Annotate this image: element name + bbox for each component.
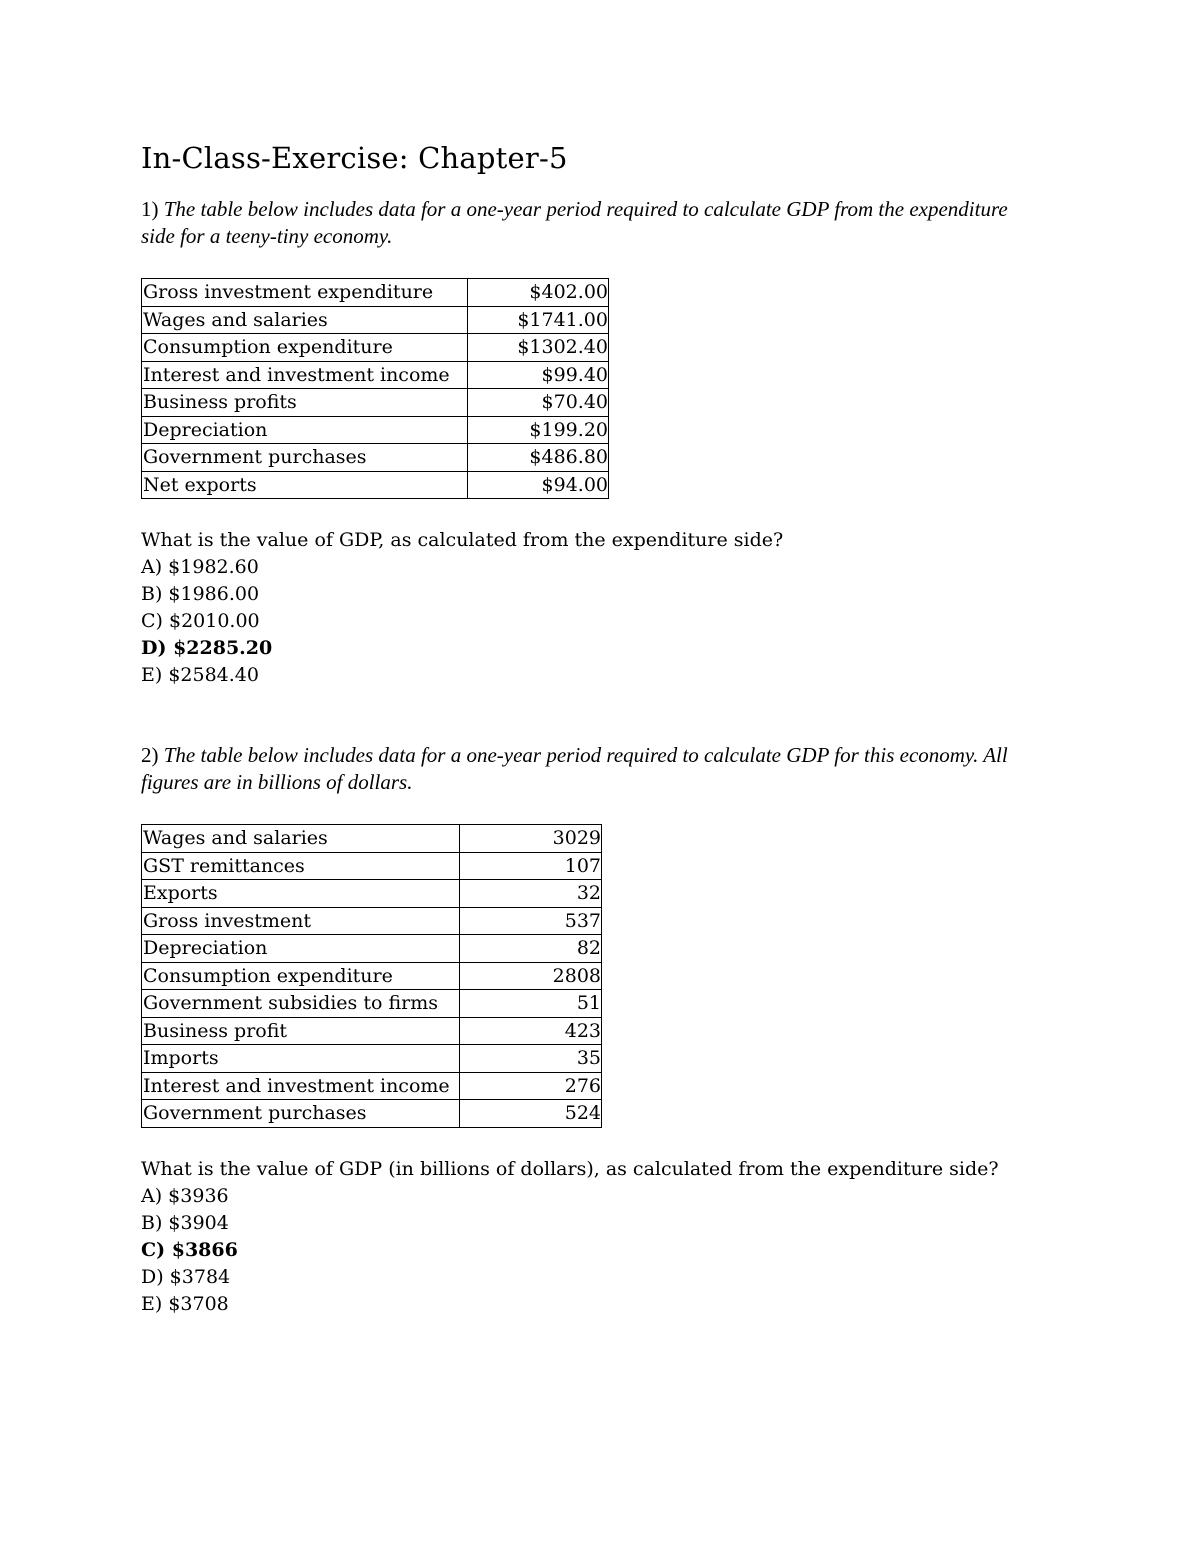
- row-value: 82: [460, 935, 602, 963]
- row-label: Wages and salaries: [142, 306, 468, 334]
- row-label: Government purchases: [142, 1100, 460, 1128]
- row-value: 423: [460, 1017, 602, 1045]
- question-1: [141, 196, 1021, 689]
- row-value: $402.00: [468, 279, 609, 307]
- question-1-options: [141, 554, 1021, 689]
- question-2-table: [141, 824, 602, 1128]
- question-1-table-body: [142, 279, 609, 499]
- row-label: Consumption expenditure: [142, 334, 468, 362]
- table-row: [142, 279, 609, 307]
- row-value: 51: [460, 990, 602, 1018]
- question-2-text: The table below includes data for a one-year period required to calculate GDP for this economy. All figures are in billions of dollars.: [141, 743, 1008, 794]
- row-label: Wages and salaries: [142, 825, 460, 853]
- table-row: [142, 1072, 602, 1100]
- row-label: Exports: [142, 880, 460, 908]
- table-row: [142, 880, 602, 908]
- question-2-number: 2): [141, 743, 159, 767]
- question-2-prompt: What is the value of GDP (in billions of dollars), as calculated from the expenditure side?: [141, 1157, 999, 1180]
- question-2-table-body: [142, 825, 602, 1128]
- answer-option-d: D) $3784: [141, 1265, 231, 1288]
- row-label: Business profit: [142, 1017, 460, 1045]
- table-row: [142, 962, 602, 990]
- answer-option-d-correct: D) $2285.20: [141, 637, 273, 659]
- row-value: 537: [460, 907, 602, 935]
- document-page: [141, 138, 1021, 1318]
- row-value: 276: [460, 1072, 602, 1100]
- table-row: [142, 990, 602, 1018]
- answer-option-a: A) $1982.60: [141, 556, 259, 578]
- row-value: 3029: [460, 825, 602, 853]
- table-row: [142, 1100, 602, 1128]
- table-row: [142, 825, 602, 853]
- row-value: 2808: [460, 962, 602, 990]
- question-1-prompt: What is the value of GDP, as calculated from the expenditure side?: [141, 529, 784, 551]
- table-row: [142, 306, 609, 334]
- table-row: [142, 1045, 602, 1073]
- row-value: $199.20: [468, 416, 609, 444]
- question-2-options: [141, 1183, 1021, 1318]
- answer-option-e: E) $2584.40: [141, 664, 259, 686]
- answer-option-a: A) $3936: [141, 1184, 229, 1207]
- row-label: Gross investment expenditure: [142, 279, 468, 307]
- row-label: Imports: [142, 1045, 460, 1073]
- question-2-stem: [141, 742, 1021, 796]
- row-label: Depreciation: [142, 416, 468, 444]
- row-label: Depreciation: [142, 935, 460, 963]
- row-value: $1741.00: [468, 306, 609, 334]
- row-label: Business profits: [142, 389, 468, 417]
- row-label: Interest and investment income: [142, 361, 468, 389]
- row-value: $70.40: [468, 389, 609, 417]
- row-label: Gross investment: [142, 907, 460, 935]
- row-value: 107: [460, 852, 602, 880]
- row-value: $486.80: [468, 444, 609, 472]
- table-row: [142, 389, 609, 417]
- answer-option-b: B) $3904: [141, 1211, 229, 1234]
- row-label: Government purchases: [142, 444, 468, 472]
- answer-option-c: C) $2010.00: [141, 610, 260, 632]
- table-row: [142, 471, 609, 499]
- row-value: 524: [460, 1100, 602, 1128]
- row-value: $99.40: [468, 361, 609, 389]
- question-1-text: The table below includes data for a one-year period required to calculate GDP from the expenditure side for a teeny-tiny economy.: [141, 197, 1008, 248]
- table-row: [142, 852, 602, 880]
- row-label: GST remittances: [142, 852, 460, 880]
- row-value: 35: [460, 1045, 602, 1073]
- table-row: [142, 907, 602, 935]
- answer-option-e: E) $3708: [141, 1292, 229, 1315]
- table-row: [142, 1017, 602, 1045]
- question-1-stem: [141, 196, 1021, 250]
- answer-option-b: B) $1986.00: [141, 583, 260, 605]
- row-label: Net exports: [142, 471, 468, 499]
- row-value: 32: [460, 880, 602, 908]
- table-row: [142, 361, 609, 389]
- row-label: Consumption expenditure: [142, 962, 460, 990]
- row-label: Interest and investment income: [142, 1072, 460, 1100]
- question-1-table: [141, 278, 609, 499]
- row-label: Government subsidies to firms: [142, 990, 460, 1018]
- table-row: [142, 935, 602, 963]
- row-value: $94.00: [468, 471, 609, 499]
- document-title: In-Class-Exercise: Chapter-5: [141, 141, 568, 175]
- table-row: [142, 334, 609, 362]
- answer-option-c-correct: C) $3866: [141, 1238, 238, 1261]
- table-row: [142, 444, 609, 472]
- row-value: $1302.40: [468, 334, 609, 362]
- question-1-number: 1): [141, 197, 159, 221]
- question-2: [141, 742, 1021, 1318]
- table-row: [142, 416, 609, 444]
